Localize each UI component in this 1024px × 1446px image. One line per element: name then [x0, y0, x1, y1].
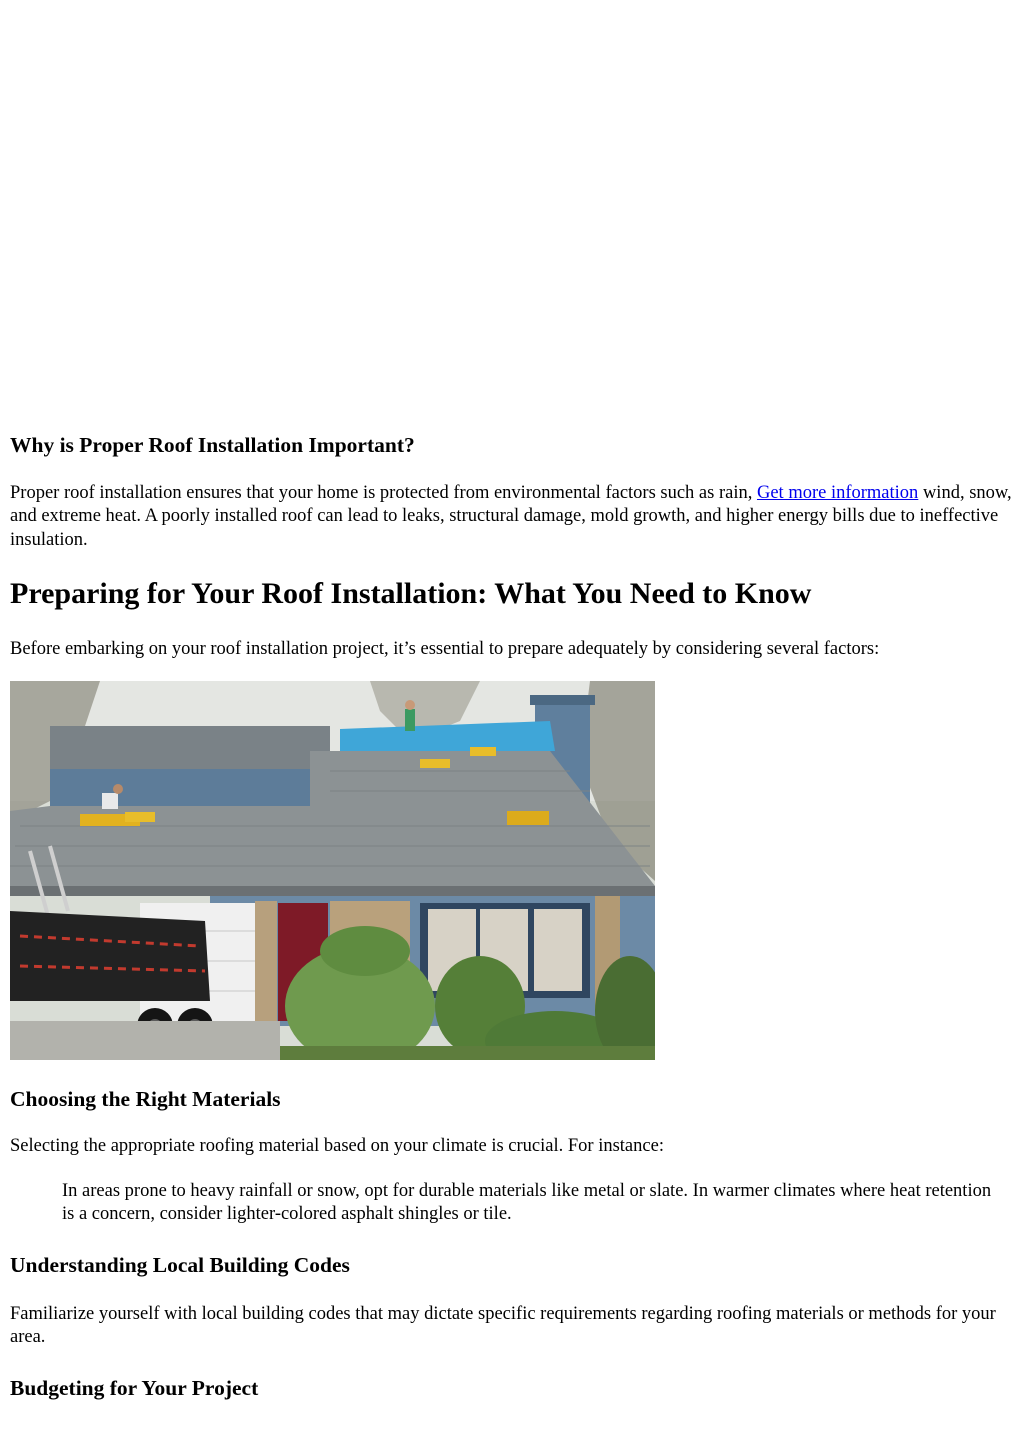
- intro-text-before-link: Proper roof installation ensures that your home is protected from environmental factors such as rain,: [10, 483, 757, 503]
- section-heading-materials: Choosing the Right Materials: [10, 1087, 281, 1111]
- intro-paragraph: [10, 482, 1014, 552]
- section-heading-budgeting: Budgeting for Your Project: [10, 1376, 259, 1400]
- preparing-paragraph: Before embarking on your roof installation project, it’s essential to prepare adequately by considering several factors:: [10, 639, 880, 659]
- section-heading-building-codes: Understanding Local Building Codes: [10, 1253, 350, 1277]
- roof-photo-illustration: [10, 681, 655, 1060]
- materials-paragraph: Selecting the appropriate roofing material based on your climate is crucial. For instance:: [10, 1136, 664, 1156]
- roof-installation-photo: [10, 681, 655, 1060]
- materials-blockquote: In areas prone to heavy rainfall or snow, opt for durable materials like metal or slate. In warmer climates where heat retention is a concern, consider lighter-colored asphalt shingles or tile.: [62, 1181, 992, 1225]
- section-heading-why: Why is Proper Roof Installation Important?: [10, 433, 415, 457]
- section-heading-preparing: Preparing for Your Roof Installation: What You Need to Know: [10, 577, 812, 610]
- get-more-information-link[interactable]: Get more information: [756, 483, 919, 503]
- building-codes-paragraph: Familiarize yourself with local building codes that may dictate specific requirements regarding roofing materials or methods for your area.: [10, 1304, 996, 1348]
- intro-text-after-link: wind, snow, and extreme heat. A poorly installed roof can lead to leaks, structural damage, mold growth, and higher energy bills due to ineffective insulation.: [10, 483, 1012, 550]
